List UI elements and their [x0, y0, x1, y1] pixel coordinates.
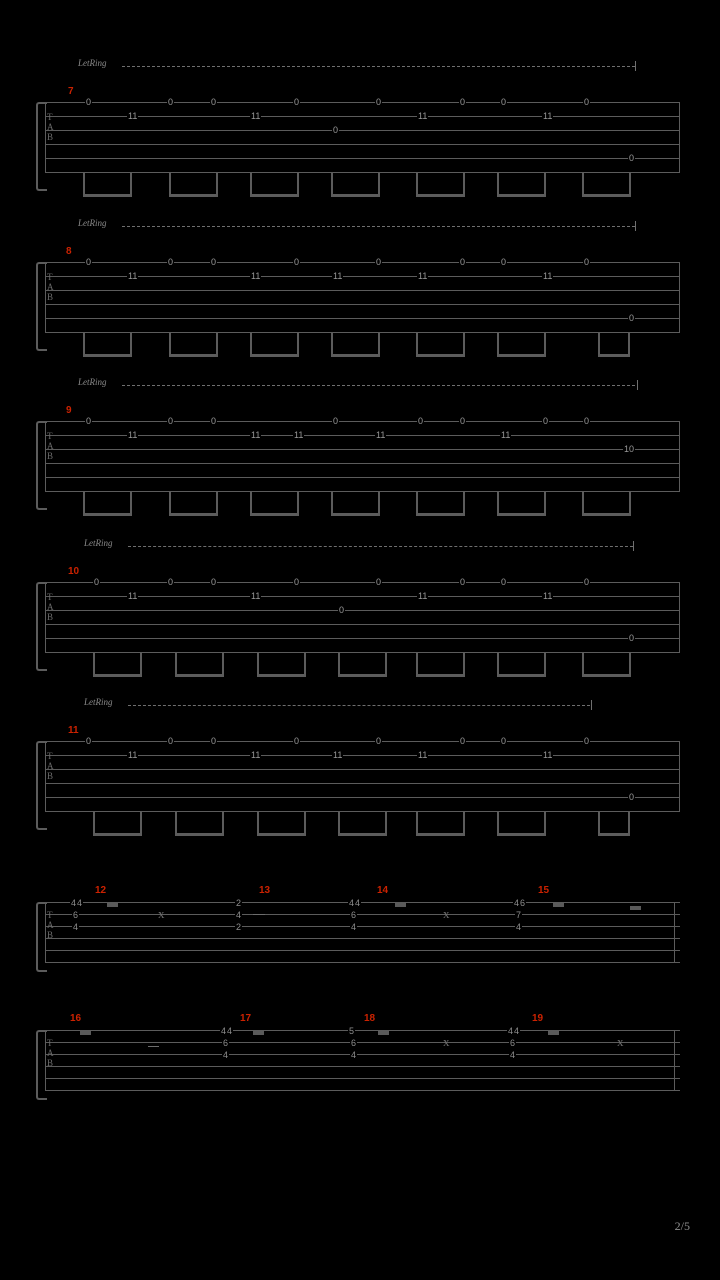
let-ring-end [633, 541, 634, 551]
bar-number: 16 [70, 1013, 82, 1024]
let-ring-end [635, 221, 636, 231]
bar-number: 19 [532, 1013, 544, 1024]
tab-clef: T A B [47, 1038, 54, 1068]
bar-number: 13 [259, 885, 271, 896]
let-ring-label: LetRing [84, 697, 113, 707]
tab-staff: T A B 4 4 6 4 5 6 4 x 4 4 6 4 x [45, 1030, 680, 1092]
tab-clef: T A B [47, 431, 54, 461]
bar-number: 18 [364, 1013, 376, 1024]
tab-staff: T A B 0 11 0 0 11 11 0 11 0 0 11 0 0 10 [45, 421, 680, 501]
bar-number: 11 [68, 725, 79, 736]
let-ring-end [635, 61, 636, 71]
let-ring-line [122, 385, 635, 387]
tab-staff: T A B 4 4 6 4 x 2 4 2 4 4 6 4 x 4 6 7 4 [45, 902, 680, 964]
let-ring-end [637, 380, 638, 390]
tab-clef: T A B [47, 910, 54, 940]
let-ring-line [122, 226, 635, 228]
bar-number: 8 [66, 246, 72, 257]
let-ring-label: LetRing [84, 538, 113, 548]
tab-clef: T A B [47, 592, 54, 622]
let-ring-label: LetRing [78, 377, 107, 387]
bar-number: 9 [66, 405, 72, 416]
bar-number: 7 [68, 86, 74, 97]
page-number: 2/5 [674, 1219, 690, 1233]
tab-clef: T A B [47, 751, 54, 781]
tab-staff: T A B 0 11 0 0 11 0 0 0 11 0 0 11 0 0 [45, 582, 680, 662]
tab-clef: T A B [47, 112, 54, 142]
bar-number: 15 [538, 885, 550, 896]
tab-staff: T A B 0 11 0 0 11 0 11 0 11 0 0 11 0 0 [45, 262, 680, 342]
bar-number: 14 [377, 885, 389, 896]
let-ring-label: LetRing [78, 58, 107, 68]
tab-staff: T A B 0 11 0 0 11 0 11 0 11 0 0 11 0 0 [45, 741, 680, 821]
let-ring-end [591, 700, 592, 710]
let-ring-label: LetRing [78, 218, 107, 228]
bar-number: 10 [68, 566, 80, 577]
bar-number: 17 [240, 1013, 252, 1024]
bar-number: 12 [95, 885, 107, 896]
tab-staff: T A B 0 11 0 0 11 0 0 0 11 0 0 11 0 0 [45, 102, 680, 182]
let-ring-line [128, 546, 633, 548]
tab-clef: T A B [47, 272, 54, 302]
let-ring-line [122, 66, 635, 68]
let-ring-line [128, 705, 590, 707]
